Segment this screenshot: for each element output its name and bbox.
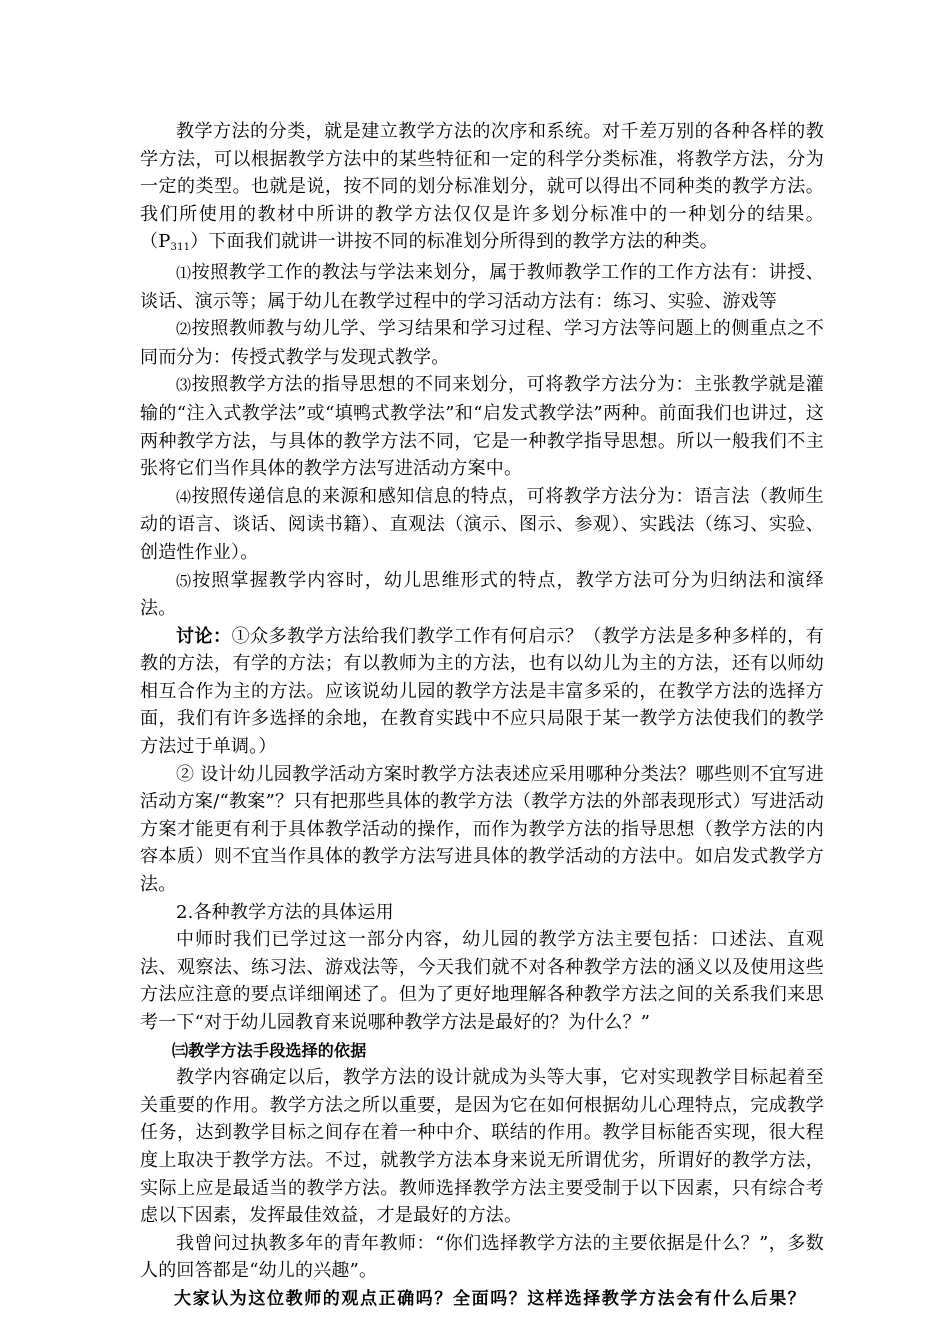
discussion-q1: 讨论：①众多教学方法给我们教学工作有何启示？（教学方法是多种多样的，有教的方法，有学的方法；有以教师为主的方法，也有以幼儿为主的方法，还有以师幼相互合作为主的方法。应该说幼儿园的教学方法是丰富多采的，在教学方法的选择方面，我们有许多选择的余地，在教育实践中不应只局限于某一教学方法使我们的教学方法过于单调。） (140, 625, 824, 758)
discussion-q2: ② 设计幼儿园教学活动方案时教学方法表述应采用哪种分类法？哪些则不宜写进活动方案/“教案”？只有把那些具体的教学方法（教学方法的外部表现形式）写进活动方案才能更有利于具体教学活动的操作，而作为教学方法的指导思想（教学方法的内容本质）则不宜当作具体的教学方法写进具体的教学活动的方法中。如启发式教学方法。 (140, 763, 824, 896)
page-ref-subscript: 311 (170, 242, 191, 254)
discussion-label: 讨论： (176, 625, 232, 647)
item-number: ⑸ (176, 571, 193, 590)
item-number: ⑵ (176, 320, 192, 339)
intro-paragraph: 教学方法的分类，就是建立教学方法的次序和系统。对千差万别的各种各样的教学方法，可以根据教学方法中的某些特征和一定的科学分类标准，将教学方法，分为一定的类型。也就是说，按不同的划分标准划分，就可以得出不同种类的教学方法。我们所使用的教材中所讲的教学方法仅仅是许多划分标准中的一种划分的结果。$(P_{311})$下面我们就讲一讲按不同的标准划分所得到的教学方法的种类。 (140, 121, 824, 254)
section3-heading: ㈢教学方法手段选择的依据 (172, 1040, 367, 1060)
item-number: ⑷ (176, 487, 192, 506)
section2-heading: 2.各种教学方法的具体运用 (176, 901, 394, 923)
list-item: ⑸按照掌握教学内容时，幼儿思维形式的特点，教学方法可分为归纳法和演绎法。 (140, 569, 824, 620)
list-item: ⑷按照传递信息的来源和感知信息的特点，可将教学方法分为：语言法（教师生动的语言、谈话、阅读书籍）、直观法（演示、图示、参观）、实践法（练习、实验、创造性作业）。 (140, 485, 825, 563)
item-number: ⑴ (176, 263, 192, 282)
section3-paragraph: 教学内容确定以后，教学方法的设计就成为头等大事，它对实现教学目标起着至关重要的作用。教学方法之所以重要，是因为它在如何根据幼儿心理特点，完成教学任务，达到教学目标之间存在着一种中介、联结的作用。教学目标能否实现，很大程度上取决于教学方法。不过，就教学方法本身来说无所谓优劣，所谓好的教学方法，实际上应是最适当的教学方法。教师选择教学方法主要受制于以下因素，只有综合考虑以下因素，发挥最佳效益，才是最好的方法。 (140, 1067, 824, 1227)
section3-quote: 我曾问过执教多年的青年教师：“你们选择教学方法的主要依据是什么？”，多数人的回答都是“幼儿的兴趣”。 (140, 1232, 824, 1282)
section2-paragraph: 中师时我们已学过这一部分内容，幼儿园的教学方法主要包括：口述法、直观法、观察法、练习法、游戏法等，今天我们就不对各种教学方法的涵义以及使用这些方法应注意的要点详细阐述了。但为了更好地理解各种教学方法之间的关系我们来思考一下“对于幼儿园教育来说哪种教学方法是最好的？为什么？” (140, 929, 824, 1033)
section3-question: 大家认为这位教师的观点正确吗？全面吗？这样选择教学方法会有什么后果？ (174, 1288, 807, 1309)
item-number: ⑶ (176, 376, 192, 395)
list-item: ⑶按照教学方法的指导思想的不同来划分，可将教学方法分为：主张教学就是灌输的“注入式教学法”或“填鸭式教学法”和“启发式教学法”两种。前面我们也讲过，这两种教学方法，与具体的教学方法不同，它是一种教学指导思想。所以一般我们不主张将它们当作具体的教学方法写进活动方案中。 (140, 374, 825, 480)
list-item: ⑴按照教学工作的教法与学法来划分，属于教师教学工作的工作方法有：讲授、谈话、演示等；属于幼儿在教学过程中的学习活动方法有：练习、实验、游戏等 (140, 261, 825, 312)
list-item: ⑵按照教师教与幼儿学、学习结果和学习过程、学习方法等问题上的侧重点之不同而分为：传授式教学与发现式教学。 (140, 318, 825, 368)
